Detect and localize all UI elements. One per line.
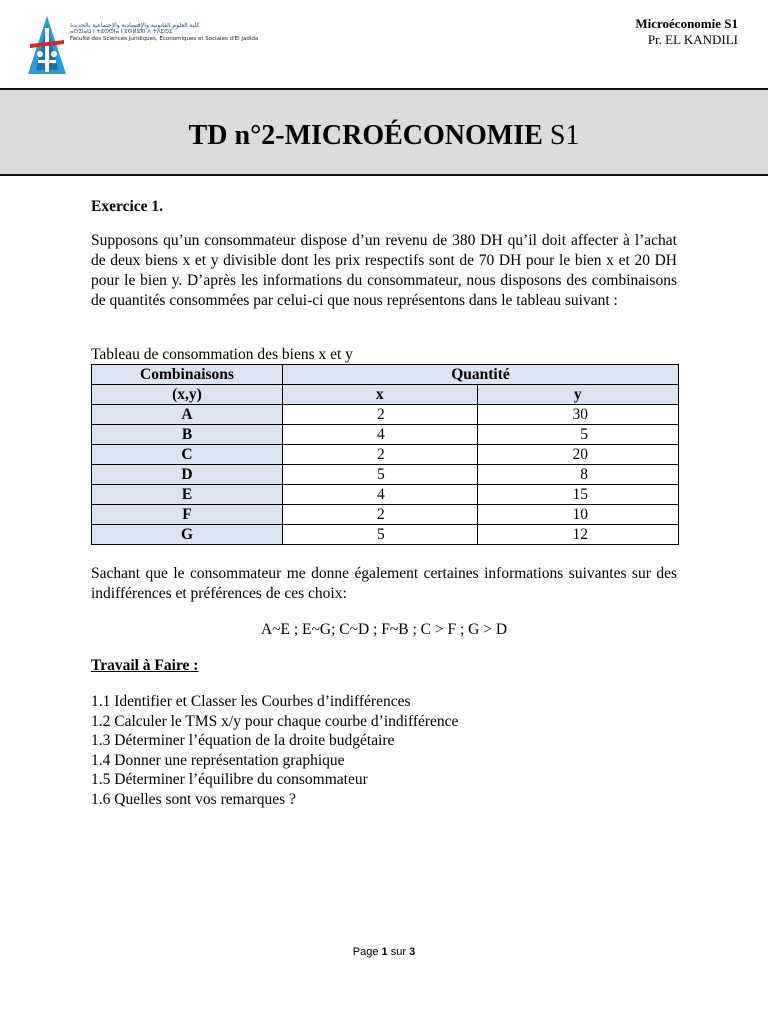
task-item: 1.3 Déterminer l’équation de la droite budgétaire xyxy=(91,732,395,750)
row-y: 10 xyxy=(477,505,678,525)
header-quantity: Quantité xyxy=(283,365,679,385)
exercise-intro: Supposons qu’un consommateur dispose d’un revenu de 380 DH qu’il doit affecter à l’achat de deux biens x et y divisible dont les prix respectifs sont de 70 DH pour le bien x et 20 DH pour le bien y. D’après les informations du consommateur, nous disposons des combinaisons de quantités consommées par celui-ci que nous représentons dans le tableau suivant : xyxy=(91,232,677,309)
row-y: 15 xyxy=(477,485,678,505)
header-course-info xyxy=(635,16,738,48)
row-key: F xyxy=(92,505,283,525)
row-y: 12 xyxy=(477,525,678,545)
table-row xyxy=(92,505,679,525)
row-x: 5 xyxy=(283,465,478,485)
task-item: 1.6 Quelles sont vos remarques ? xyxy=(91,790,296,808)
row-key: E xyxy=(92,485,283,505)
row-key: D xyxy=(92,465,283,485)
row-x: 2 xyxy=(283,405,478,425)
row-key: C xyxy=(92,445,283,465)
institution-tifinagh: ⴰⵙⵉⵏⴰⵡ ⵏ ⵜⵓⵙⵙⵏⴰ ⵏ ⵓⵙⵍⵓⴳⵏ ⴷ ⵜⴷⵎⵙⵉ xyxy=(70,29,173,35)
task-item: 1.5 Déterminer l’équilibre du consommateur xyxy=(91,771,368,789)
task-item: 1.2 Calculer le TMS x/y pour chaque courbe d’indifférence xyxy=(91,712,459,730)
table-row xyxy=(92,485,679,505)
row-x: 4 xyxy=(283,425,478,445)
row-key: G xyxy=(92,525,283,545)
page-footer xyxy=(0,946,768,958)
preferences-intro: Sachant que le consommateur me donne également certaines informations suivantes sur des indifférences et préférences de ces choix: xyxy=(91,565,677,602)
exercise-title: Exercice 1. xyxy=(91,198,164,215)
row-key: A xyxy=(92,405,283,425)
table-caption: Tableau de consommation des biens x et y xyxy=(91,346,353,363)
page-word: Page xyxy=(352,946,379,958)
header-x: x xyxy=(283,385,478,405)
work-title: Travail à Faire : xyxy=(91,657,199,674)
row-x: 2 xyxy=(283,445,478,465)
faculty-emblem-icon xyxy=(24,14,70,78)
task-list xyxy=(91,692,677,810)
title-normal-part: S1 xyxy=(542,120,580,151)
header-combinations: Combinaisons xyxy=(92,365,283,385)
row-y: 30 xyxy=(477,405,678,425)
header-combinations-sub: (x,y) xyxy=(92,385,283,405)
row-x: 5 xyxy=(283,525,478,545)
title-bold-part: TD n°2-MICROÉCONOMIE xyxy=(188,120,543,151)
task-item: 1.4 Donner une représentation graphique xyxy=(91,751,345,769)
row-y: 20 xyxy=(477,445,678,465)
institution-arabic: كلية العلوم القانونية والإقتصادية والإجتماعية بالجديدة xyxy=(70,22,200,29)
table-row xyxy=(92,425,679,445)
institution-french: Faculté des Sciences Juridiques, Economiques et Sociales d'El Jadida xyxy=(70,36,259,42)
row-y: 5 xyxy=(477,425,678,445)
table-row xyxy=(92,405,679,425)
page-title xyxy=(0,120,768,152)
page-total: 3 xyxy=(409,946,416,958)
task-item: 1.1 Identifier et Classer les Courbes d’indifférences xyxy=(91,693,411,710)
row-x: 2 xyxy=(283,505,478,525)
page-number: 1 xyxy=(381,946,388,958)
row-x: 4 xyxy=(283,485,478,505)
row-y: 8 xyxy=(477,465,678,485)
header-y: y xyxy=(477,385,678,405)
consumption-table xyxy=(91,364,679,545)
table-row xyxy=(92,445,679,465)
table-row xyxy=(92,465,679,485)
of-word: sur xyxy=(390,946,407,958)
preference-relations: A~E ; E~G; C~D ; F~B ; C > F ; G > D xyxy=(260,621,508,638)
row-key: B xyxy=(92,425,283,445)
table-row xyxy=(92,525,679,545)
professor-name: Pr. EL KANDILI xyxy=(647,32,738,47)
title-banner xyxy=(0,88,768,176)
course-name: Microéconomie S1 xyxy=(635,16,738,31)
faculty-name-block xyxy=(70,22,259,43)
